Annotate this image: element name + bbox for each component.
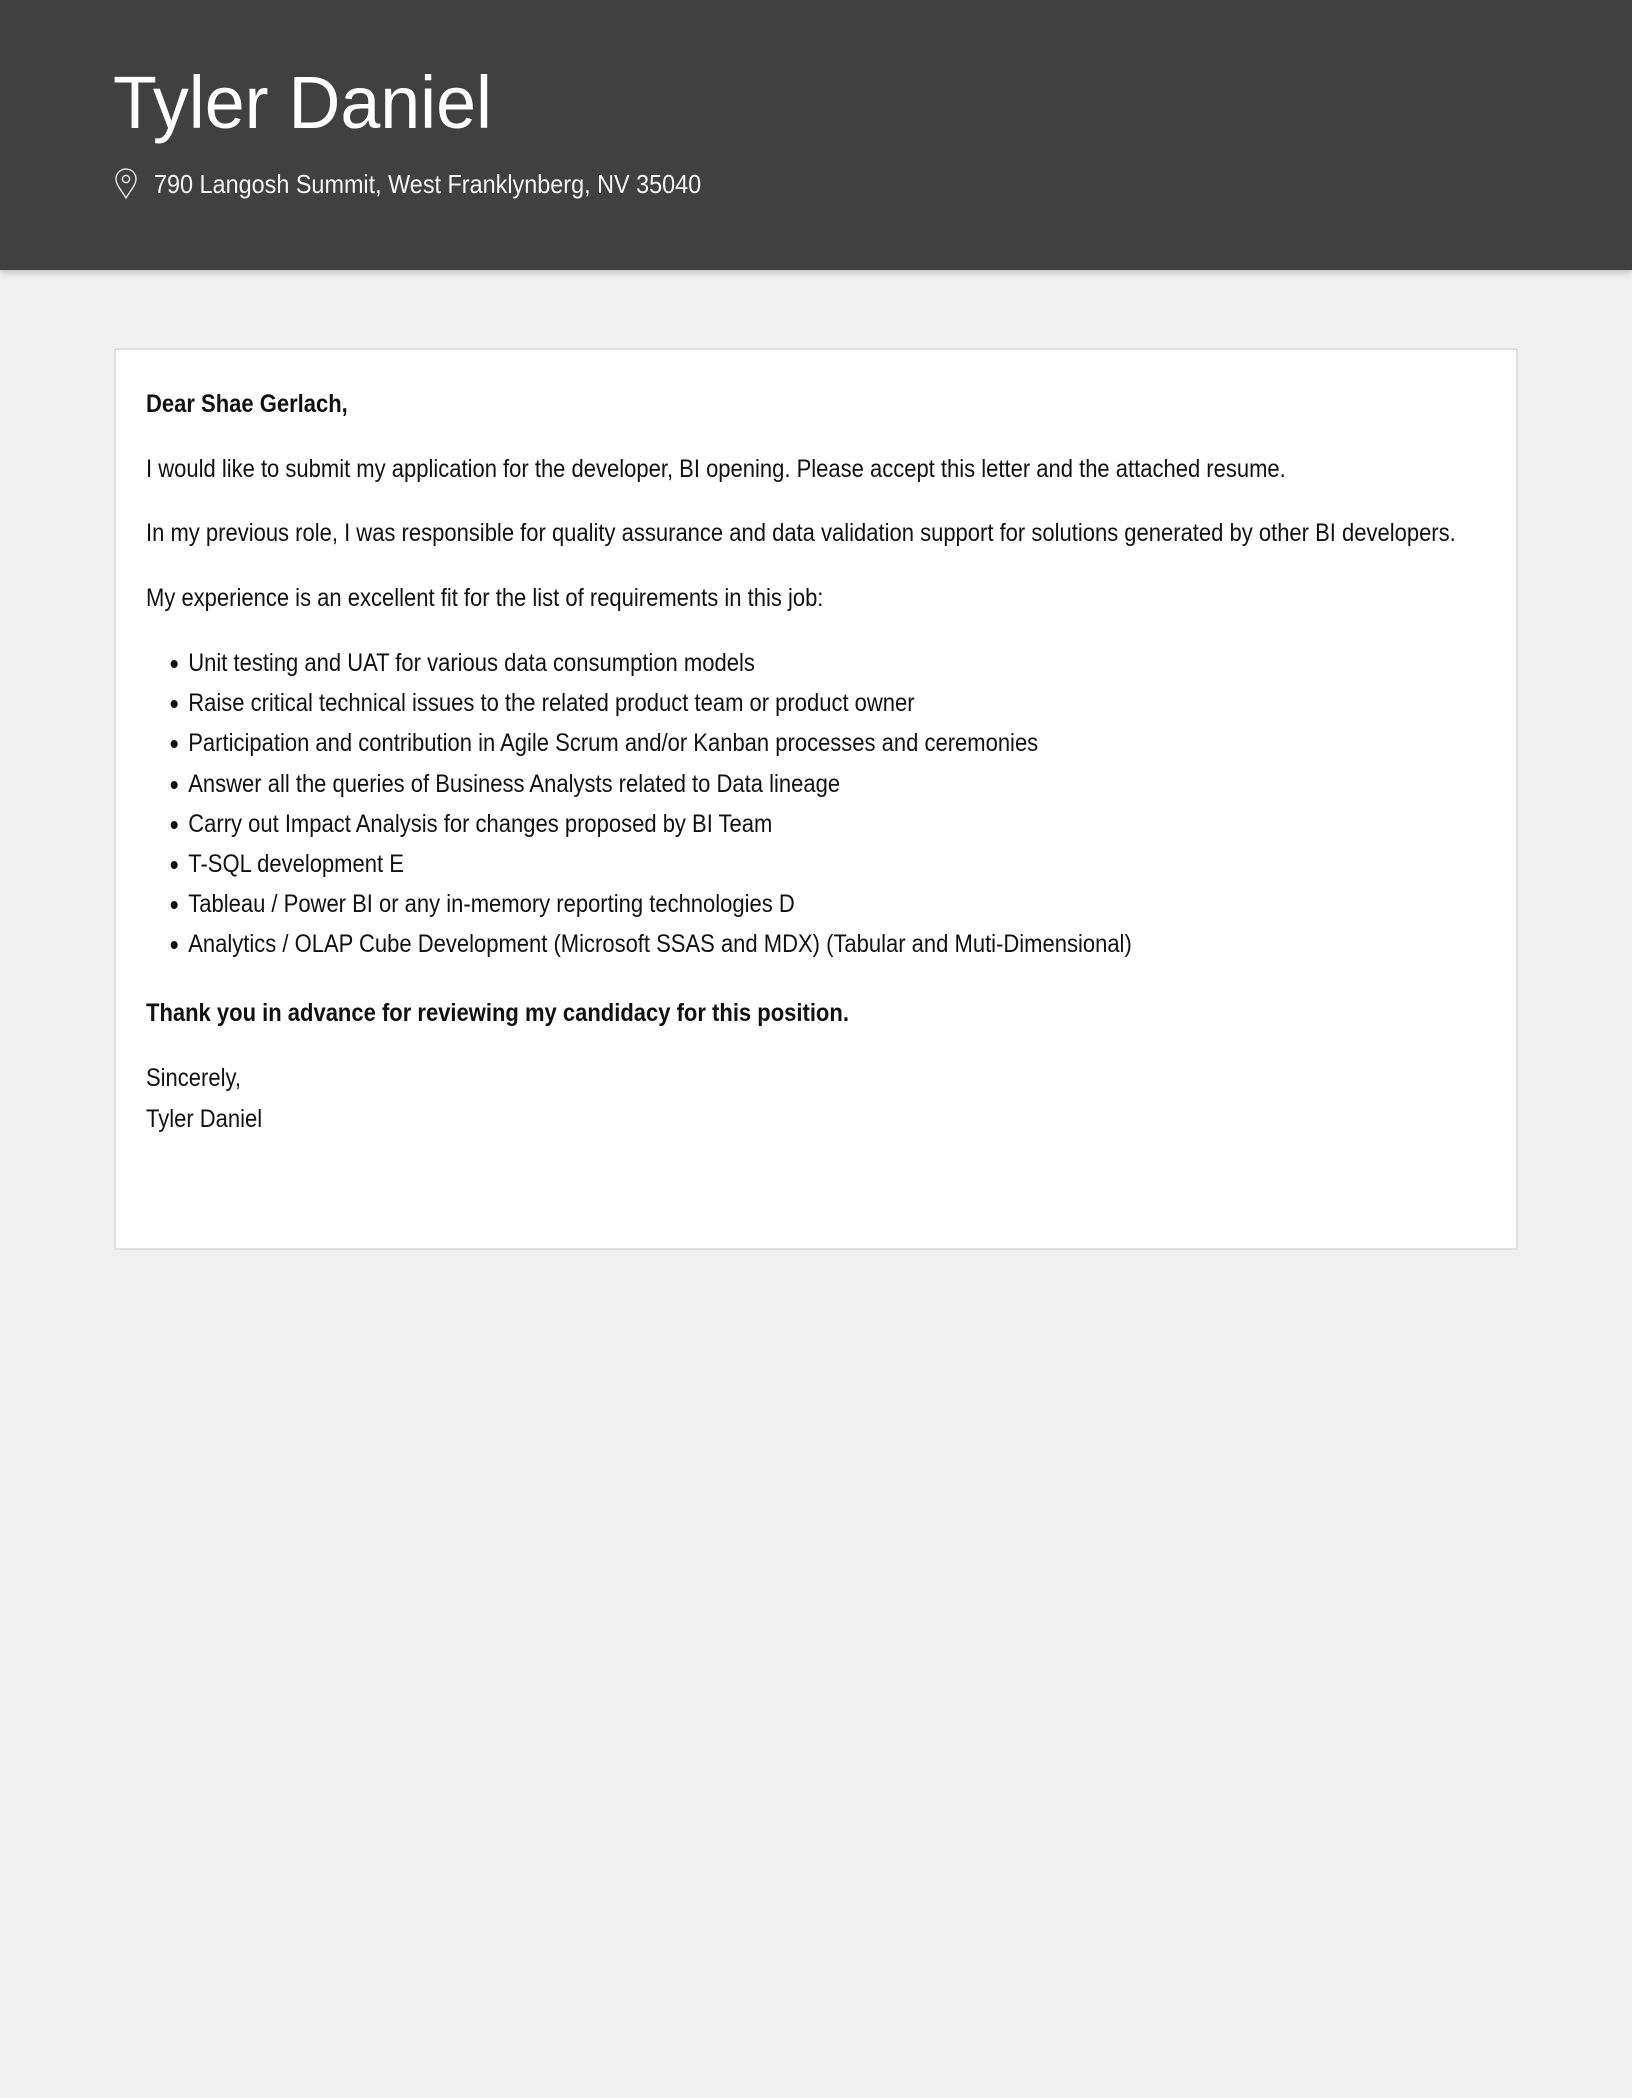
list-item-text: Carry out Impact Analysis for changes proposed by BI Team — [188, 809, 773, 838]
bullet-icon — [171, 901, 178, 909]
cover-letter-card — [114, 348, 1518, 1250]
list-item — [146, 683, 1486, 723]
letter-body — [146, 384, 1486, 1140]
list-item-text: Answer all the queries of Business Analysts related to Data lineage — [188, 769, 841, 798]
address-text: 790 Langosh Summit, West Franklynberg, NV 35040 — [154, 168, 702, 199]
bullet-icon — [171, 861, 178, 869]
list-item-text: T-SQL development E — [188, 850, 404, 879]
list-item-text: Unit testing and UAT for various data consumption models — [188, 649, 755, 677]
requirements-intro: My experience is an excellent fit for the list of requirements in this job: — [146, 584, 824, 612]
bullet-icon — [171, 660, 178, 668]
signature: Tyler Daniel — [146, 1104, 263, 1133]
requirements-list — [146, 643, 1486, 965]
applicant-name: Tyler Daniel — [113, 61, 492, 144]
bullet-icon — [171, 740, 178, 748]
list-item-text: Analytics / OLAP Cube Development (Microsoft SSAS and MDX) (Tabular and Muti-Dimensional) — [188, 930, 1132, 959]
bullet-icon — [171, 821, 178, 829]
map-pin-icon — [114, 168, 138, 200]
applicant-address — [114, 166, 762, 202]
salutation: Dear Shae Gerlach, — [146, 390, 348, 418]
list-item-text: Raise critical technical issues to the related product team or product owner — [188, 689, 915, 718]
signoff: Sincerely, — [146, 1063, 241, 1092]
list-item — [146, 884, 1486, 924]
list-item — [146, 844, 1486, 884]
list-item-text: Tableau / Power BI or any in-memory reporting technologies D — [188, 890, 795, 919]
bullet-icon — [171, 941, 178, 949]
list-item — [146, 924, 1486, 964]
signoff-block — [146, 1058, 1486, 1140]
experience-paragraph: In my previous role, I was responsible for quality assurance and data validation support for solutions generated by other BI developers. — [146, 519, 1456, 547]
bullet-icon — [171, 781, 178, 789]
list-item — [146, 764, 1486, 804]
list-item — [146, 643, 1486, 683]
list-item — [146, 723, 1486, 763]
page-header — [0, 0, 1632, 270]
intro-paragraph: I would like to submit my application for the developer, BI opening. Please accept this letter and the attached resume. — [146, 455, 1286, 483]
list-item-text: Participation and contribution in Agile Scrum and/or Kanban processes and ceremonies — [188, 729, 1039, 758]
bullet-icon — [171, 700, 178, 708]
closing-statement: Thank you in advance for reviewing my candidacy for this position. — [146, 998, 849, 1027]
list-item — [146, 804, 1486, 844]
